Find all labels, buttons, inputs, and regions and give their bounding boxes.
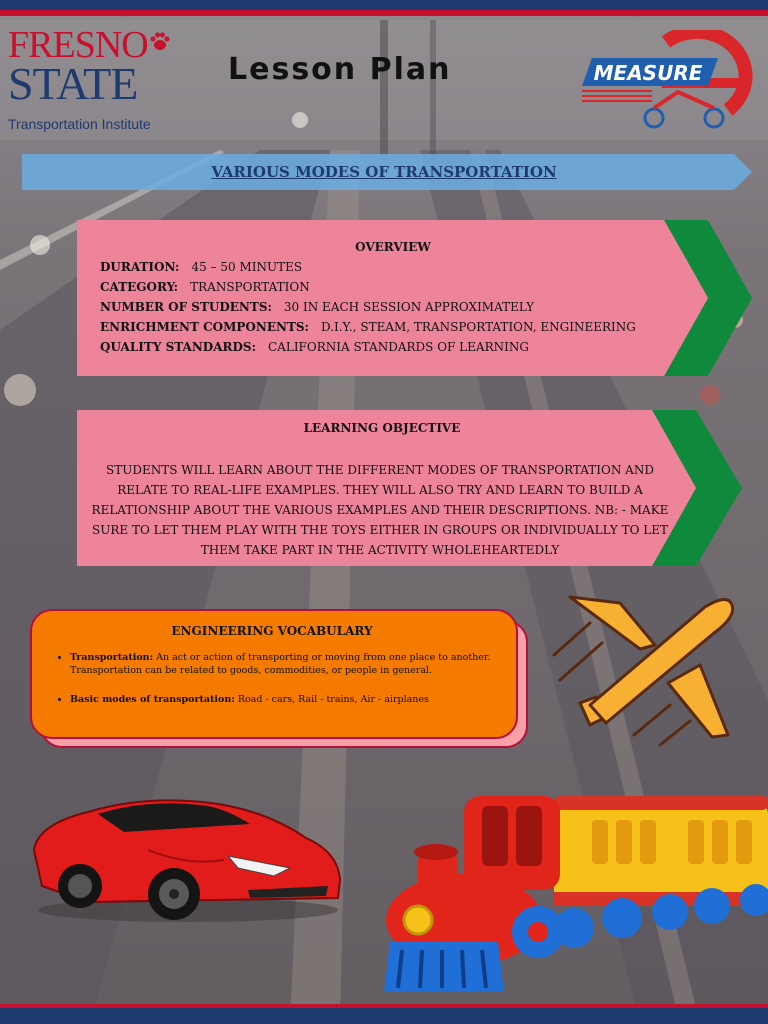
logo-state: STATE [8, 58, 138, 109]
overview-row-standards [100, 340, 529, 354]
fresno-state-logo [8, 24, 183, 132]
bottom-stripe [0, 1008, 768, 1024]
standards-value: CALIFORNIA STANDARDS OF LEARNING [268, 340, 529, 354]
vocabulary-list [50, 651, 520, 722]
duration-value: 45 – 50 MINUTES [191, 260, 303, 274]
standards-label: QUALITY STANDARDS: [100, 340, 256, 354]
category-value: TRANSPORTATION [190, 280, 310, 294]
overview-row-duration [100, 260, 302, 274]
enrichment-label: ENRICHMENT COMPONENTS: [100, 320, 309, 334]
enrichment-value: D.I.Y., STEAM, TRANSPORTATION, ENGINEERING [320, 320, 636, 334]
duration-label: DURATION: [100, 260, 180, 274]
logo-institute: Transportation Institute [8, 116, 151, 132]
red-sports-car-image [28, 790, 344, 928]
vocab-term: Transportation: [70, 652, 154, 663]
overview-row-enrichment [100, 320, 636, 334]
top-stripe [0, 0, 768, 10]
page-title: Lesson Plan [228, 52, 452, 87]
vocab-term: Basic modes of transportation: [70, 694, 235, 705]
logo-fresno: FRESNO [8, 24, 148, 66]
vocab-definition: Road - cars, Rail - trains, Air - airplanes [237, 694, 429, 705]
list-item [70, 693, 520, 706]
overview-title: OVERVIEW [355, 240, 431, 254]
top-stripe-red [0, 10, 768, 16]
vocabulary-title: ENGINEERING VOCABULARY [171, 624, 373, 638]
overview-row-students [100, 300, 534, 314]
toy-train-image [378, 792, 768, 1004]
vocab-definition: An act or action of transporting or moving from one place to another. Transportation can be related to goods, commodities, or people in general. [70, 652, 491, 676]
students-value: 30 IN EACH SESSION APPROXIMATELY [283, 300, 534, 314]
measure-logo-text: MEASURE [593, 61, 703, 85]
measure-logo [578, 30, 754, 130]
category-label: CATEGORY: [100, 280, 179, 294]
overview-row-category [100, 280, 310, 294]
objective-title: LEARNING OBJECTIVE [303, 421, 461, 435]
objective-text: STUDENTS WILL LEARN ABOUT THE DIFFERENT MODES OF TRANSPORTATION AND RELATE TO REAL-LIFE EXAMPLES. THEY WILL ALSO TRY AND LEARN TO BUILD A RELATIONSHIP ABOUT THE VARIOUS EXAMPLES AND THEIR DESCRIPTIONS. NB: - MAKE SURE TO LET THEM PLAY WITH THE TOYS EITHER IN GROUPS OR INDIVIDUALLY TO LET THEM TAKE PART IN THE ACTIVITY WHOLEHEARTEDLY [91, 463, 669, 557]
airplane-illustration [550, 585, 750, 755]
students-label: NUMBER OF STUDENTS: [100, 300, 272, 314]
banner-title: VARIOUS MODES OF TRANSPORTATION [211, 163, 557, 181]
list-item [70, 651, 520, 677]
paw-icon [148, 30, 172, 54]
